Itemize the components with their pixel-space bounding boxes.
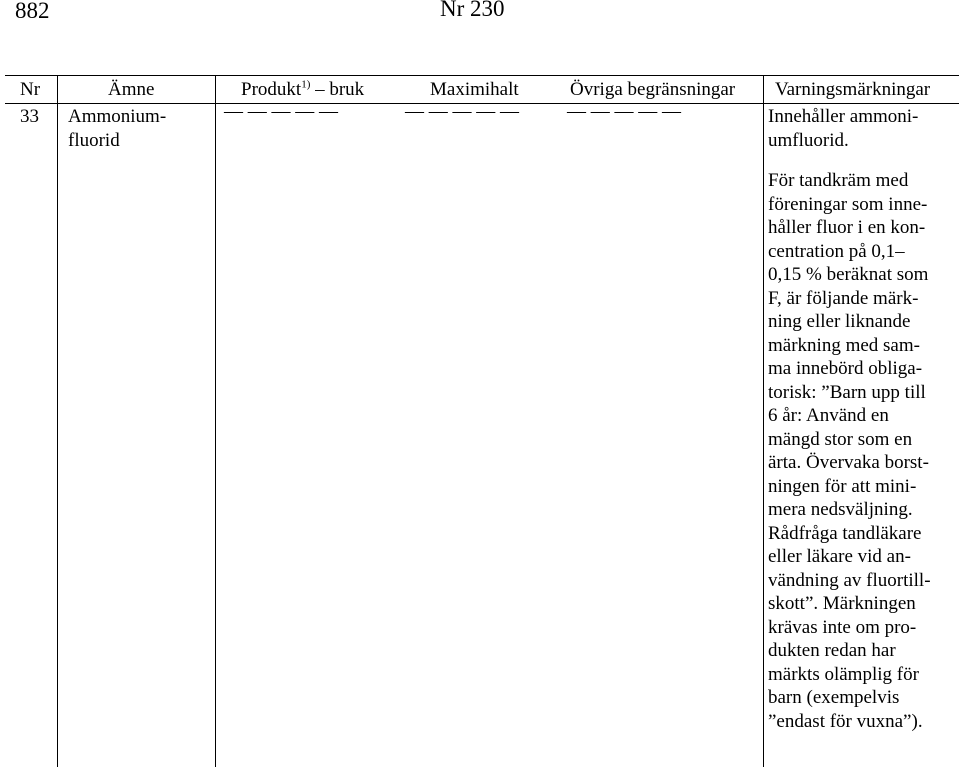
header-produkt-footnote: 1)	[301, 78, 311, 91]
varning-line: barn (exempelvis	[768, 687, 900, 708]
row-amne-line-2: fluorid	[68, 129, 120, 151]
row-amne	[68, 105, 166, 152]
varning-line: mängd stor som en	[768, 428, 913, 450]
varning-line: föreningar som inne-	[768, 193, 928, 215]
varning-line: ma innebörd obliga-	[768, 358, 923, 379]
varning-line: märkning med sam-	[768, 334, 920, 356]
header-amne: Ämne	[108, 79, 155, 100]
document-number: Nr 230	[440, 0, 505, 21]
varning-line: krävas inte om pro-	[768, 616, 917, 638]
varning-line: ”endast för vuxna”).	[768, 710, 923, 732]
varning-intro-line-2: umfluorid.	[768, 129, 849, 151]
varning-line: ärta. Övervaka borst-	[768, 452, 929, 473]
varning-line: skott”. Märkningen	[768, 593, 916, 614]
varning-line: 6 år: Använd en	[768, 405, 889, 426]
row-varning-text	[768, 169, 931, 733]
row-maximihalt-dashes: — — — — —	[405, 101, 519, 122]
varning-line: dukten redan har	[768, 640, 896, 661]
header-ovriga: Övriga begränsningar	[570, 79, 736, 100]
varning-line: mera nedsväljning.	[768, 499, 913, 520]
header-produkt-label: Produkt	[241, 79, 302, 100]
varning-line: håller fluor i en kon-	[768, 217, 926, 238]
header-varning: Varningsmärkningar	[775, 79, 931, 100]
table-top-rule	[5, 75, 959, 76]
row-varning-intro	[768, 105, 918, 152]
row-amne-line-1: Ammonium-	[68, 106, 167, 127]
varning-line: torisk: ”Barn upp till	[768, 381, 926, 403]
varning-line: centration på 0,1–	[768, 240, 905, 262]
column-divider-ovriga	[763, 75, 764, 767]
varning-line: ning eller liknande	[768, 311, 911, 332]
row-ovriga-dashes: — — — — —	[567, 101, 681, 122]
column-divider-nr	[57, 75, 58, 767]
header-maximihalt: Maximihalt	[430, 79, 519, 100]
header-nr: Nr	[20, 79, 41, 100]
varning-line: märkts olämplig för	[768, 663, 919, 685]
varning-line: 0,15 % beräknat som	[768, 264, 929, 285]
varning-line: ningen för att mini-	[768, 475, 917, 497]
header-produkt-suffix: – bruk	[315, 79, 365, 100]
column-divider-amne	[215, 75, 216, 767]
row-produkt-dashes: — — — — —	[224, 101, 338, 122]
page-number: 882	[15, 0, 50, 23]
varning-line: eller läkare vid an-	[768, 546, 911, 567]
varning-intro-line-1: Innehåller ammoni-	[768, 106, 919, 127]
varning-line: vändning av fluortill-	[768, 569, 931, 591]
varning-line: För tandkräm med	[768, 170, 909, 191]
varning-line: F, är följande märk-	[768, 287, 919, 309]
row-nr: 33	[20, 106, 39, 127]
header-produkt	[241, 79, 364, 101]
varning-line: Rådfråga tandläkare	[768, 522, 922, 544]
